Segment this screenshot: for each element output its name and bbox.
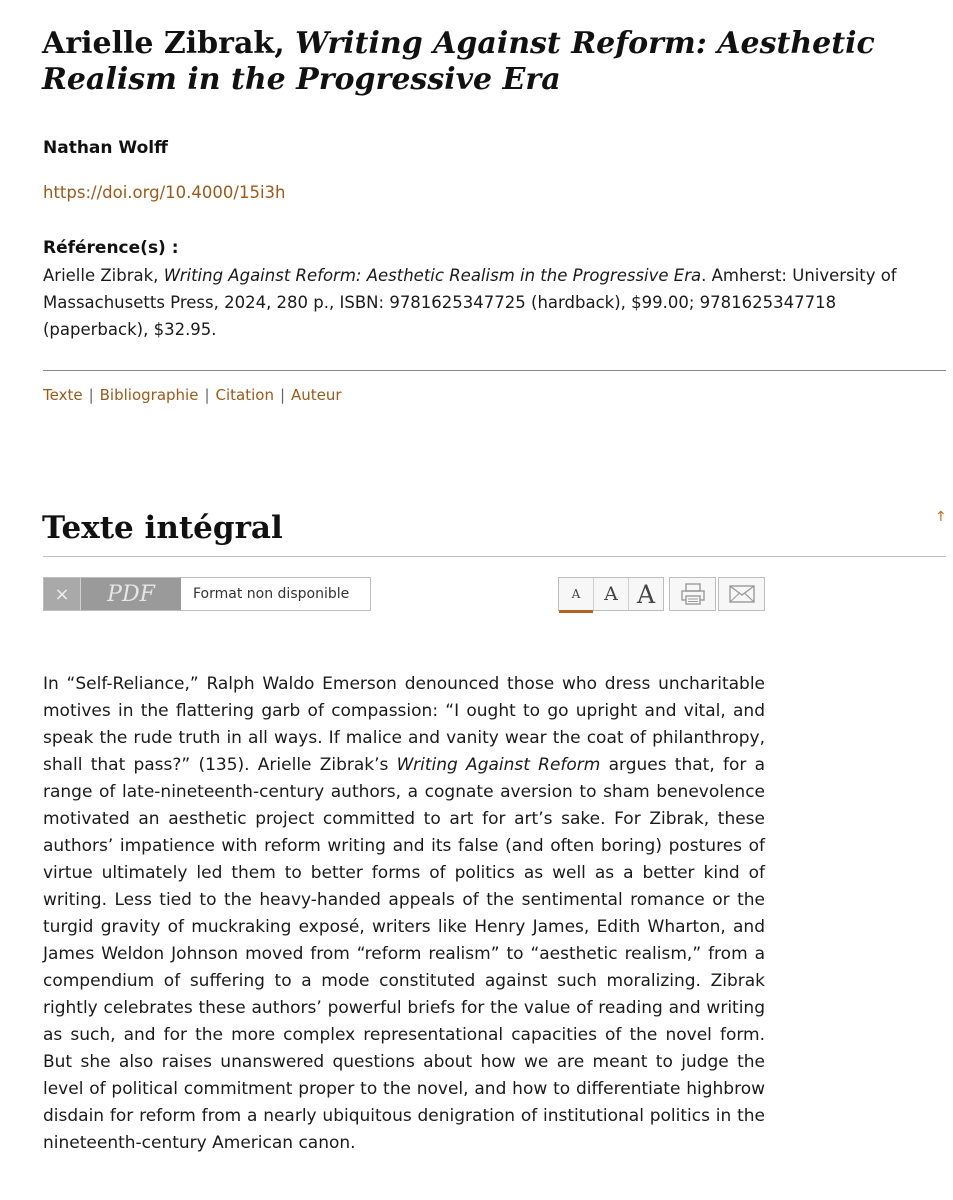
print-button[interactable]: [669, 577, 716, 611]
review-author: Nathan Wolff: [43, 138, 168, 158]
pdf-button[interactable]: PDF: [81, 578, 181, 610]
paragraph-text: In “Self-Reliance,” Ralph Waldo Emerson denounced those who dress uncharitable motives in the flattering garb of compassion: “I ought to go upright and vital, and speak the rude truth in all ways. If malice and vanity wear the coat of philanthropy, shall that pass?” (135). Arielle Zibrak’s: [43, 674, 765, 775]
pdf-status: Format non disponible: [181, 578, 370, 610]
font-medium-button[interactable]: A: [594, 578, 629, 610]
reference-label: Référence(s) :: [43, 238, 179, 258]
printer-icon: [679, 582, 707, 606]
tab-separator: |: [279, 386, 286, 404]
reference-book-title: Writing Against Reform: Aesthetic Realism in the Progressive Era: [163, 266, 702, 285]
title-book-line2: Realism in the Progressive Era: [42, 62, 561, 97]
title-book-line1: Writing Against Reform: Aesthetic: [295, 26, 875, 61]
page-title: [42, 26, 922, 98]
pdf-bar: [43, 577, 371, 611]
tab-citation[interactable]: Citation: [215, 386, 274, 404]
font-small-button[interactable]: A: [559, 578, 594, 610]
tab-separator: |: [88, 386, 94, 404]
email-button[interactable]: [718, 577, 765, 611]
tab-texte[interactable]: Texte: [43, 386, 83, 404]
envelope-icon: [728, 583, 756, 605]
tab-bibliographie[interactable]: Bibliographie: [99, 386, 199, 404]
paragraph-text: argues that, for a range of late-nineteenth-century authors, a cognate aversion to sham benevolence motivated an aesthetic project committed to art for art’s sake. For Zibrak, these authors’ impatience with reform writing and its false (and often boring) postures of virtue ultimately led them to better forms of politics as well as a better kind of writing. Less tied to the heavy-handed appeals of the sentimental romance or the turgid gravity of muckraking exposé, writers like Henry James, Edith Wharton, and James Weldon Johnson moved from “reform realism” to “aesthetic realism,” from a compendium of suffering to a mode constituted against such moralizing. Zibrak rightly celebrates these authors’ powerful briefs for the value of reading and writing as such, and for the more complex representational capacities of the novel form. But she also raises unanswered questions about how we are meant to judge the level of political commitment proper to the novel, and how to differentiate highbrow disdain for reform from a nearly ubiquitous denigration of institutional politics in the nineteenth-century American canon.: [43, 755, 765, 1153]
reference-text: [43, 262, 938, 343]
section-divider: [43, 556, 946, 557]
reference-rest: . Amherst: University of Massachusetts Press, 2024, 280 p., ISBN: 9781625347725 (hardback), $99.00; 9781625347718 (paperback), $32.95.: [43, 266, 897, 339]
title-author: Arielle Zibrak,: [42, 26, 285, 61]
font-large-button[interactable]: A: [629, 578, 663, 610]
section-nav: [43, 386, 342, 404]
reading-tools: [558, 577, 765, 611]
back-to-top-icon[interactable]: ↑: [935, 509, 947, 525]
tab-separator: |: [204, 386, 210, 404]
tab-auteur[interactable]: Auteur: [291, 386, 342, 404]
divider: [43, 370, 946, 371]
reference-lead: Arielle Zibrak,: [43, 266, 159, 285]
doi-link[interactable]: https://doi.org/10.4000/15i3h: [43, 183, 286, 202]
font-size-controls: [558, 577, 664, 611]
close-icon[interactable]: ×: [44, 578, 81, 610]
section-title: Texte intégral: [42, 510, 283, 546]
article-paragraph: [43, 671, 765, 1157]
paragraph-book-title: Writing Against Reform: [396, 755, 601, 775]
